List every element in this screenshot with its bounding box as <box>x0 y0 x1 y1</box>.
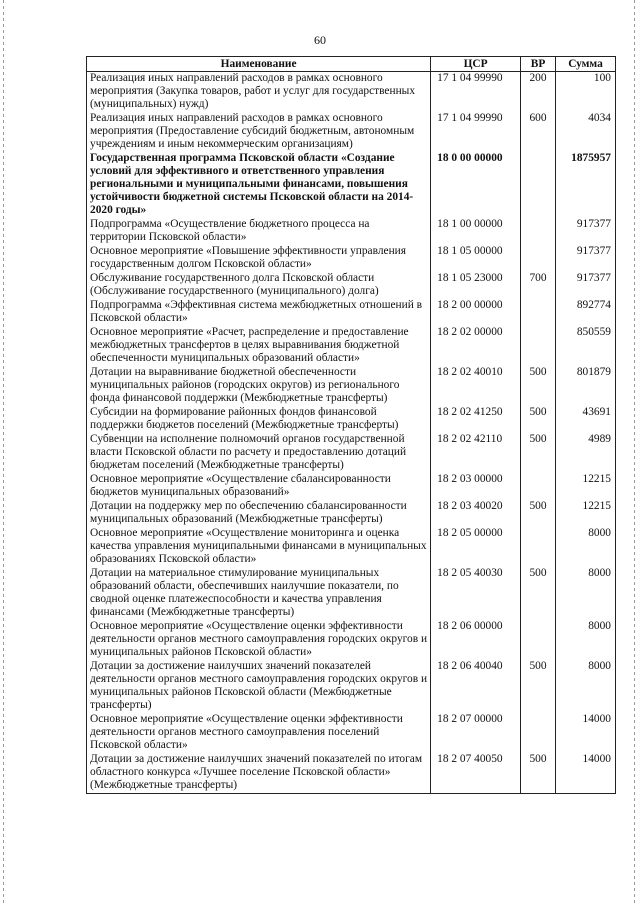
table-header-row <box>87 57 616 72</box>
cell-name: Дотации на выравнивание бюджетной обеспеченности муниципальных районов (городских округов) из регионального фонда финансовой поддержки (Межбюджетные трансферты) <box>87 366 431 406</box>
cell-vr <box>521 299 556 326</box>
cell-vr: 500 <box>521 406 556 433</box>
table-row <box>87 272 616 299</box>
header-sum: Сумма <box>556 57 616 72</box>
cell-name: Дотации за достижение наилучших значений показателей по итогам областного конкурса «Лучшее поселение Псковской области» (Межбюджетные трансферты) <box>87 753 431 794</box>
table-row <box>87 299 616 326</box>
table-row <box>87 527 616 567</box>
cell-csr: 18 2 06 40040 <box>431 660 521 713</box>
table-row <box>87 753 616 794</box>
cell-sum: 8000 <box>556 527 616 567</box>
table-row <box>87 620 616 660</box>
cell-sum: 8000 <box>556 620 616 660</box>
cell-sum: 14000 <box>556 753 616 794</box>
cell-csr: 18 2 03 00000 <box>431 473 521 500</box>
cell-name: Дотации на поддержку мер по обеспечению сбалансированности муниципальных образований (Межбюджетные трансферты) <box>87 500 431 527</box>
cell-vr: 500 <box>521 567 556 620</box>
cell-csr: 18 2 03 40020 <box>431 500 521 527</box>
cell-csr: 18 2 05 40030 <box>431 567 521 620</box>
header-csr: ЦСР <box>431 57 521 72</box>
budget-table <box>86 56 616 794</box>
page-number: 60 <box>314 33 326 47</box>
cell-sum: 917377 <box>556 272 616 299</box>
table-row <box>87 245 616 272</box>
cell-csr: 17 1 04 99990 <box>431 72 521 113</box>
cell-vr: 700 <box>521 272 556 299</box>
cell-vr <box>521 527 556 567</box>
table-row <box>87 713 616 753</box>
cell-csr: 18 2 05 00000 <box>431 527 521 567</box>
table-row <box>87 72 616 113</box>
cell-name: Реализация иных направлений расходов в рамках основного мероприятия (Закупка товаров, работ и услуг для государственных (муниципальных) нужд) <box>87 72 431 113</box>
cell-csr: 18 2 02 00000 <box>431 326 521 366</box>
cell-csr: 18 1 05 00000 <box>431 245 521 272</box>
cell-name: Реализация иных направлений расходов в рамках основного мероприятия (Предоставление субсидий бюджетным, автономным учреждениям и иным некоммерческим организациям) <box>87 112 431 152</box>
cell-vr <box>521 713 556 753</box>
cell-csr: 18 2 02 41250 <box>431 406 521 433</box>
cell-sum: 917377 <box>556 218 616 245</box>
cell-name: Субсидии на формирование районных фондов финансовой поддержки бюджетов поселений (Межбюджетные трансферты) <box>87 406 431 433</box>
cell-sum: 4989 <box>556 433 616 473</box>
cell-sum: 4034 <box>556 112 616 152</box>
cell-vr: 600 <box>521 112 556 152</box>
cell-sum: 8000 <box>556 660 616 713</box>
cell-name: Государственная программа Псковской области «Создание условий для эффективного и ответственного управления региональными и муниципальными финансами, повышения устойчивости бюджетной системы Псковской области на 2014-2020 годы» <box>87 152 431 218</box>
cell-name: Основное мероприятие «Осуществление оценки эффективности деятельности органов местного самоуправления поселений Псковской области» <box>87 713 431 753</box>
cell-csr: 17 1 04 99990 <box>431 112 521 152</box>
header-name: Наименование <box>87 57 431 72</box>
cell-vr <box>521 620 556 660</box>
cell-name: Субвенции на исполнение полномочий органов государственной власти Псковской области по расчету и предоставлению дотаций бюджетам поселений (Межбюджетные трансферты) <box>87 433 431 473</box>
cell-name: Обслуживание государственного долга Псковской области (Обслуживание государственного (муниципального) долга) <box>87 272 431 299</box>
cell-sum: 12215 <box>556 500 616 527</box>
cell-vr <box>521 473 556 500</box>
cell-name: Подпрограмма «Осуществление бюджетного процесса на территории Псковской области» <box>87 218 431 245</box>
scan-edge-right <box>634 0 635 905</box>
cell-csr: 18 0 00 00000 <box>431 152 521 218</box>
cell-name: Дотации на материальное стимулирование муниципальных образований области, обеспечивших наилучшие показатели, по сводной оценке платежеспособности и качества управления финансами (Межбюджетные трансферты) <box>87 567 431 620</box>
cell-vr: 500 <box>521 500 556 527</box>
table-row <box>87 326 616 366</box>
cell-csr: 18 2 07 00000 <box>431 713 521 753</box>
cell-name: Дотации за достижение наилучших значений показателей деятельности органов местного самоуправления городских округов и муниципальных районов Псковской области (Межбюджетные трансферты) <box>87 660 431 713</box>
cell-vr <box>521 152 556 218</box>
cell-sum: 917377 <box>556 245 616 272</box>
cell-csr: 18 1 05 23000 <box>431 272 521 299</box>
header-vr: ВР <box>521 57 556 72</box>
cell-name: Основное мероприятие «Осуществление мониторинга и оценка качества управления муниципальными финансами в муниципальных образованиях Псковской области» <box>87 527 431 567</box>
cell-sum: 892774 <box>556 299 616 326</box>
cell-sum: 801879 <box>556 366 616 406</box>
table-row <box>87 473 616 500</box>
cell-sum: 850559 <box>556 326 616 366</box>
cell-name: Основное мероприятие «Расчет, распределение и предоставление межбюджетных трансфертов в целях выравнивания бюджетной обеспеченности муниципальных образований области» <box>87 326 431 366</box>
cell-name: Подпрограмма «Эффективная система межбюджетных отношений в Псковской области» <box>87 299 431 326</box>
table-row <box>87 218 616 245</box>
cell-sum: 100 <box>556 72 616 113</box>
table-row <box>87 366 616 406</box>
cell-name: Основное мероприятие «Повышение эффективности управления государственным долгом Псковской области» <box>87 245 431 272</box>
cell-csr: 18 1 00 00000 <box>431 218 521 245</box>
cell-name: Основное мероприятие «Осуществление оценки эффективности деятельности органов местного самоуправления городских округов и муниципальных районов Псковской области» <box>87 620 431 660</box>
cell-vr <box>521 218 556 245</box>
table-row <box>87 152 616 218</box>
cell-csr: 18 2 02 40010 <box>431 366 521 406</box>
cell-csr: 18 2 07 40050 <box>431 753 521 794</box>
cell-vr <box>521 326 556 366</box>
table-row <box>87 500 616 527</box>
cell-vr: 500 <box>521 660 556 713</box>
scan-edge-left <box>3 0 4 905</box>
cell-csr: 18 2 06 00000 <box>431 620 521 660</box>
cell-vr: 500 <box>521 753 556 794</box>
cell-sum: 43691 <box>556 406 616 433</box>
table-row <box>87 406 616 433</box>
table-row <box>87 112 616 152</box>
table-body <box>87 72 616 794</box>
cell-vr: 500 <box>521 366 556 406</box>
cell-vr: 500 <box>521 433 556 473</box>
cell-csr: 18 2 02 42110 <box>431 433 521 473</box>
cell-sum: 14000 <box>556 713 616 753</box>
table-row <box>87 660 616 713</box>
table-row <box>87 567 616 620</box>
cell-vr: 200 <box>521 72 556 113</box>
cell-sum: 8000 <box>556 567 616 620</box>
cell-vr <box>521 245 556 272</box>
table-row <box>87 433 616 473</box>
cell-name: Основное мероприятие «Осуществление сбалансированности бюджетов муниципальных образований» <box>87 473 431 500</box>
cell-csr: 18 2 00 00000 <box>431 299 521 326</box>
cell-sum: 12215 <box>556 473 616 500</box>
cell-sum: 1875957 <box>556 152 616 218</box>
